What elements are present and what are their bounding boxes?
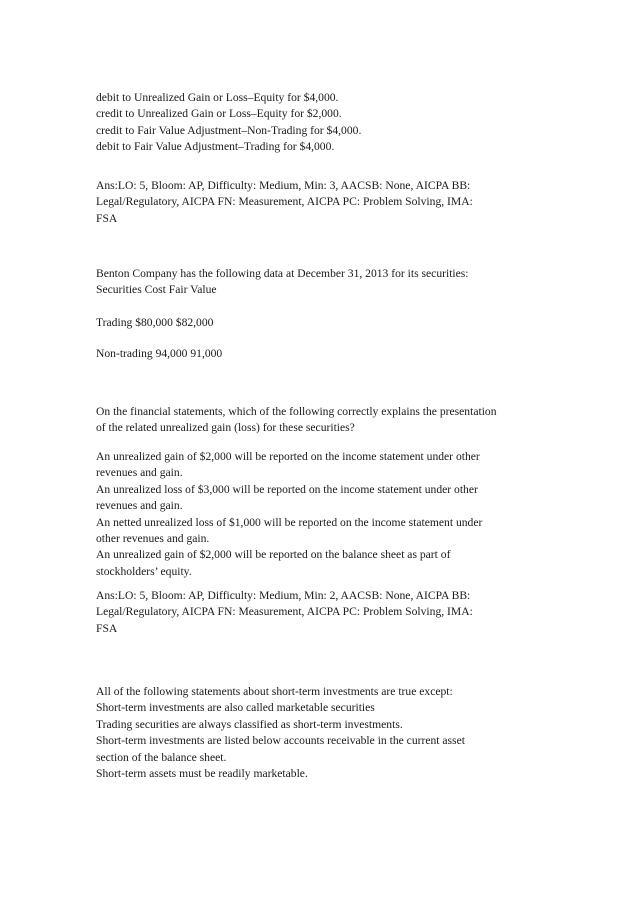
answer-choice: An netted unrealized loss of $1,000 will be reported on the income statement under [96, 515, 483, 529]
answer-choice: other revenues and gain. [96, 532, 210, 546]
answer-choice: An unrealized loss of $3,000 will be reported on the income statement under other [96, 482, 478, 496]
answer-choice: revenues and gain. [96, 499, 183, 513]
answer-choice: stockholders’ equity. [96, 564, 192, 578]
answer-choice: An unrealized gain of $2,000 will be reported on the income statement under other [96, 450, 480, 463]
answer-choice: credit to Unrealized Gain or Loss–Equity for $2,000. [96, 107, 342, 121]
metadata-line: FSA [96, 621, 118, 635]
question-text: Benton Company has the following data at December 31, 2013 for its securities: [96, 267, 469, 280]
answer-metadata [96, 178, 556, 227]
securities-row-non-trading [96, 346, 556, 362]
metadata-line: Ans:LO: 5, Bloom: AP, Difficulty: Medium, Min: 2, AACSB: None, AICPA BB: [96, 589, 471, 602]
answer-choices [96, 449, 556, 580]
answer-choices-previous-question [96, 90, 556, 156]
answer-choice: section of the balance sheet. [96, 750, 227, 764]
securities-row-trading [96, 315, 556, 331]
answer-metadata [96, 588, 556, 637]
metadata-line: Ans:LO: 5, Bloom: AP, Difficulty: Medium, Min: 3, AACSB: None, AICPA BB: [96, 179, 471, 192]
question-stem [96, 266, 556, 299]
securities-row-text: Trading $80,000 $82,000 [96, 316, 214, 329]
answer-choice: Short-term investments are listed below accounts receivable in the current asset [96, 734, 465, 748]
question-text: All of the following statements about short-term investments are true except: [96, 685, 453, 698]
question-with-choices [96, 684, 556, 782]
question-text: On the financial statements, which of the following correctly explains the presentation [96, 405, 497, 418]
answer-choice: Short-term assets must be readily marketable. [96, 767, 308, 781]
answer-choice: debit to Fair Value Adjustment–Trading for $4,000. [96, 140, 335, 154]
metadata-line: Legal/Regulatory, AICPA FN: Measurement, AICPA PC: Problem Solving, IMA: [96, 195, 473, 209]
answer-choice: revenues and gain. [96, 466, 183, 480]
question-text: of the related unrealized gain (loss) for these securities? [96, 421, 355, 435]
answer-choice: Short-term investments are also called marketable securities [96, 701, 375, 715]
answer-choice: credit to Fair Value Adjustment–Non-Trading for $4,000. [96, 123, 362, 137]
question-stem [96, 404, 556, 437]
answer-choice: Trading securities are always classified as short-term investments. [96, 717, 403, 731]
metadata-line: Legal/Regulatory, AICPA FN: Measurement, AICPA PC: Problem Solving, IMA: [96, 605, 473, 619]
answer-choice: debit to Unrealized Gain or Loss–Equity for $4,000. [96, 91, 339, 104]
metadata-line: FSA [96, 211, 118, 225]
securities-row-text: Non-trading 94,000 91,000 [96, 347, 223, 360]
securities-table-header: Securities Cost Fair Value [96, 283, 217, 297]
answer-choice: An unrealized gain of $2,000 will be reported on the balance sheet as part of [96, 548, 451, 562]
